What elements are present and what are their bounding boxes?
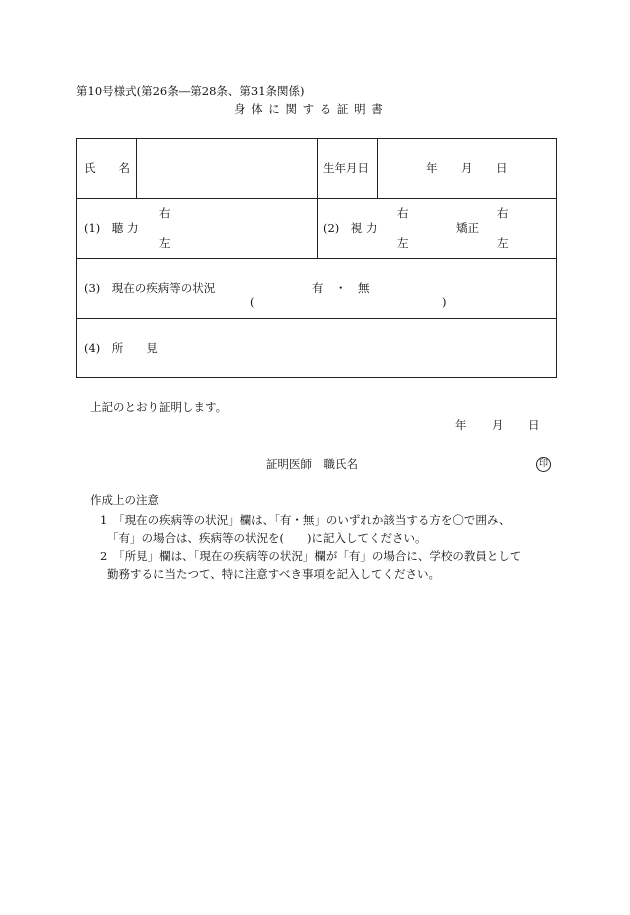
hearing-right-label: 右	[159, 206, 171, 220]
certify-text: 上記のとおり証明します。	[90, 400, 228, 414]
birth-month-unit: 月	[461, 161, 473, 175]
notes-heading: 作成上の注意	[90, 493, 159, 507]
birth-year-unit: 年	[426, 161, 438, 175]
cert-year-unit: 年	[455, 418, 467, 432]
vision-right-label: 右	[397, 206, 409, 220]
seal-mark: 印	[536, 457, 551, 472]
note-1-line-2: 「有」の場合は、疾病等の状況を( )に記入してください。	[107, 531, 427, 545]
corrected-right-label: 右	[497, 206, 509, 220]
page-title: 身 体 に 関 す る 証 明 書	[234, 102, 384, 116]
condition-label: (3) 現在の疾病等の状況	[84, 281, 216, 295]
note-2-line-1: 2 「所見」欄は、「現在の疾病等の状況」欄が「有」の場合に、学校の教員として	[100, 549, 522, 563]
birth-day-unit: 日	[496, 161, 508, 175]
note-1-line-1: 1 「現在の疾病等の状況」欄は、「有・無」のいずれか該当する方を〇で囲み、	[100, 513, 511, 527]
corrected-left-label: 左	[497, 236, 509, 250]
condition-paren-open: (	[250, 295, 255, 309]
vision-left-label: 左	[397, 236, 409, 250]
form-number: 第10号様式(第26条―第28条、第31条関係)	[76, 84, 305, 98]
cert-day-unit: 日	[528, 418, 540, 432]
cert-month-unit: 月	[492, 418, 504, 432]
findings-label: (4) 所 見	[84, 341, 158, 355]
hearing-label: (1) 聴 力	[84, 221, 139, 235]
hearing-left-label: 左	[159, 236, 171, 250]
birthdate-label: 生年月日	[323, 161, 369, 175]
vision-label: (2) 視 力	[323, 221, 378, 235]
corrected-label: 矯正	[456, 221, 479, 235]
name-field[interactable]	[142, 163, 312, 177]
note-2-line-2: 勤務するに当たつて、特に注意すべき事項を記入してください。	[107, 567, 441, 581]
condition-yes-no[interactable]: 有 ・ 無	[312, 281, 370, 295]
doctor-label: 証明医師 職氏名	[266, 457, 358, 471]
name-label: 氏 名	[84, 161, 130, 175]
condition-paren-close: )	[442, 295, 447, 309]
